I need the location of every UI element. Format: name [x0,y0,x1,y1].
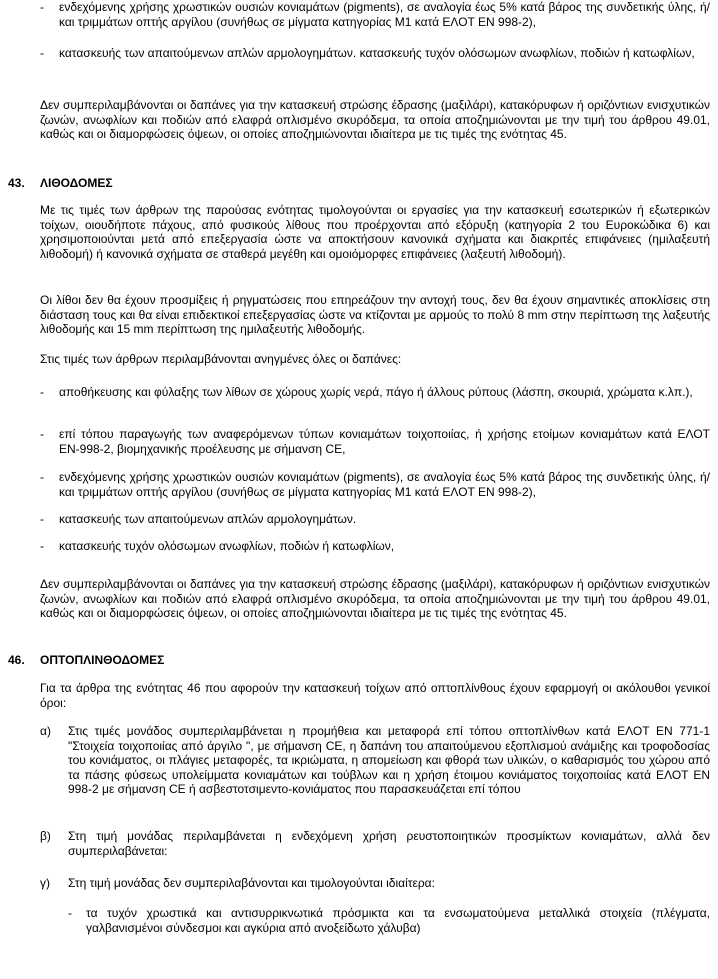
list-item-text: τα τυχόν χρωστικά και αντισυρρικνωτικά πρόσμικτα και τα ενσωματούμενα μεταλλικά στοιχεία (πλέγματα, γαλβανισμένοι σύνδεσμοι και αγκύρια από ανοξείδωτο χάλυβα) [86,906,710,935]
list-item-text: κατασκευής τυχόν ολόσωμων ανωφλίων, ποδιών ή κατωφλίων, [59,539,395,553]
list-item-text: ενδεχόμενης χρήσης χρωστικών ουσιών κονιαμάτων (pigments), σε αναλογία έως 5% κατά βάρος της συνδετικής ύλης, ή/και τριμμάτων οπτής αργίλου (συνήθως σε μίγματα κατηγορίας Μ1 κατά ΕΛΟΤ ΕΝ 998-2), [59,470,710,499]
list-item [40,427,710,456]
list-marker: α) [40,724,51,738]
list-item [68,906,710,935]
bullet-marker: - [68,906,72,920]
bullet-marker: - [40,46,44,60]
paragraph: Με τις τιμές των άρθρων της παρούσας ενότητας τιμολογούνται οι εργασίες για την κατασκευή εσωτερικών ή εξωτερικών τοίχων, οιουδήποτε πάχους, από φυσικούς λίθους που προέρχονται από εξόρυξη (κατηγορία 2 του Ευροκώδικα 6) και χρησιμοποιούνται μετά από επεξεργασία ώστε να αποκτήσουν κανονικά σχήματα και διακριτές επιφάνειες (ημιλαξευτή λιθοδομή) ή κανονικά σχήματα σε σταθερά μεγέθη και ομοιόμορφες επιφάνειες (λαξευτή λιθοδομή). [40,203,710,261]
paragraph: Οι λίθοι δεν θα έχουν προσμίξεις ή ρηγματώσεις που επηρεάζουν την αντοχή τους, δεν θα έχουν σημαντικές αποκλίσεις στη διάσταση τους και θα είναι επιδεκτικοί επεξεργασίας ώστε να κτίζονται με αρμούς το πολύ 8 mm στην περίπτωση της λαξευτής λιθοδομής και 15 mm περίπτωση της ημιλαξευτής λιθοδομής. [40,293,710,337]
paragraph: Δεν συμπεριλαμβάνονται οι δαπάνες για την κατασκευή στρώσης έδρασης (μαξιλάρι), κατακόρυφων ή οριζόντιων ενισχυτικών ζωνών, ανωφλίων και ποδιών από ελαφρά οπλισμένο σκυρόδεμα, τα οποία αποζημιώνονται με την τιμή του άρθρου 49.01, καθώς και οι διαμορφώσεις όψεων, οι οποίες αποζημιώνονται ιδιαίτερα με τις τιμές της ενότητας 45. [40,98,710,142]
bullet-marker: - [40,512,44,526]
list-marker: β) [40,829,51,843]
list-item [40,724,710,797]
bullet-marker: - [40,539,44,553]
list-item-text: Στη τιμή μονάδας δεν συμπεριλαβάνονται και τιμολογούνται ιδιαίτερα: [68,876,435,890]
list-item-text: κατασκευής των απαιτούμενων απλών αρμολογημάτων. κατασκευής τυχόν ολόσωμων ανωφλίων, ποδιών ή κατωφλίων, [59,46,695,60]
list-item-text: επί τόπου παραγωγής των αναφερόμενων τύπων κονιαμάτων τοιχοποιίας, ή χρήσης ετοίμων κονιαμάτων κατά ΕΛΟΤ ΕΝ-998-2, βιομηχανικής προέλευσης με σήμανση CE, [59,427,710,456]
list-item-text: Στις τιμές μονάδος συμπεριλαμβάνεται η προμήθεια και μεταφορά επί τόπου οπτοπλίνθων κατά ΕΛΟΤ ΕΝ 771-1 "Στοιχεία τοιχοποιίας από άργιλο ", με σήμανση CE, η δαπάνη του απαιτούμενου εξοπλισμού ανάμιξης και τροφοδοσίας του κονιάματος, οι πλάγιες μεταφορές, τα ικριώματα, η απομείωση και φθορά των υλικών, ο καθαρισμός του χώρου από τα πάσης φύσεως υπολείμματα κονιαμάτων και τούβλων και η χρήση έτοιμου κονιάματος τοιχοποιίας κατά ΕΛΟΤ ΕΝ 998-2 με σήμανση CE ή ασβεστοτσιμεντο-κονιάματος που παρασκευάζεται επί τόπου [68,724,710,797]
list-item [40,385,710,400]
list-item [40,876,710,891]
section-title: ΛΙΘΟΔΟΜΕΣ [40,176,113,190]
list-marker: γ) [40,876,50,890]
section-number: 46. [8,653,25,667]
list-item-text: κατασκευής των απαιτούμενων απλών αρμολογημάτων. [59,512,357,526]
list-item [40,470,710,499]
list-item-text: αποθήκευσης και φύλαξης των λίθων σε χώρους χωρίς νερά, πάγο ή άλλους ρύπους (λάσπη, σκουριά, χρώματα κ.λπ.), [59,385,693,399]
list-item [40,46,710,61]
paragraph: Για τα άρθρα της ενότητας 46 που αφορούν την κατασκευή τοίχων από οπτοπλίνθους έχουν εφαρμογή οι ακόλουθοι γενικοί όροι: [40,681,710,710]
list-item [40,512,710,527]
paragraph: Δεν συμπεριλαμβάνονται οι δαπάνες για την κατασκευή στρώσης έδρασης (μαξιλάρι), κατακόρυφων ή οριζόντιων ενισχυτικών ζωνών, ανωφλίων και ποδιών από ελαφρά οπλισμένο σκυρόδεμα, τα οποία αποζημιώνονται με την τιμή του άρθρου 49.01, καθώς και οι διαμορφώσεις όψεων, οι οποίες αποζημιώνονται ιδιαίτερα με τις τιμές της ενότητας 45. [40,577,710,621]
bullet-marker: - [40,427,44,441]
bullet-marker: - [40,385,44,399]
bullet-marker: - [40,470,44,484]
bullet-marker: - [40,0,44,14]
paragraph: Στις τιμές των άρθρων περιλαμβάνονται ανηγμένες όλες οι δαπάνες: [40,352,402,366]
list-item [40,0,710,29]
section-number: 43. [8,176,25,190]
list-item [40,829,710,858]
list-item-text: Στη τιμή μονάδας περιλαμβάνεται η ενδεχόμενη χρήση ρευστοποιητικών προσμίκτων κονιαμάτων, αλλά δεν συμπεριλαβάνεται: [68,829,710,858]
list-item [40,539,710,554]
section-title: ΟΠΤΟΠΛΙΝΘΟΔΟΜΕΣ [40,653,165,667]
list-item-text: ενδεχόμενης χρήσης χρωστικών ουσιών κονιαμάτων (pigments), σε αναλογία έως 5% κατά βάρος της συνδετικής ύλης, ή/και τριμμάτων οπτής αργίλου (συνήθως σε μίγματα κατηγορίας Μ1 κατά ΕΛΟΤ ΕΝ 998-2), [59,0,710,29]
